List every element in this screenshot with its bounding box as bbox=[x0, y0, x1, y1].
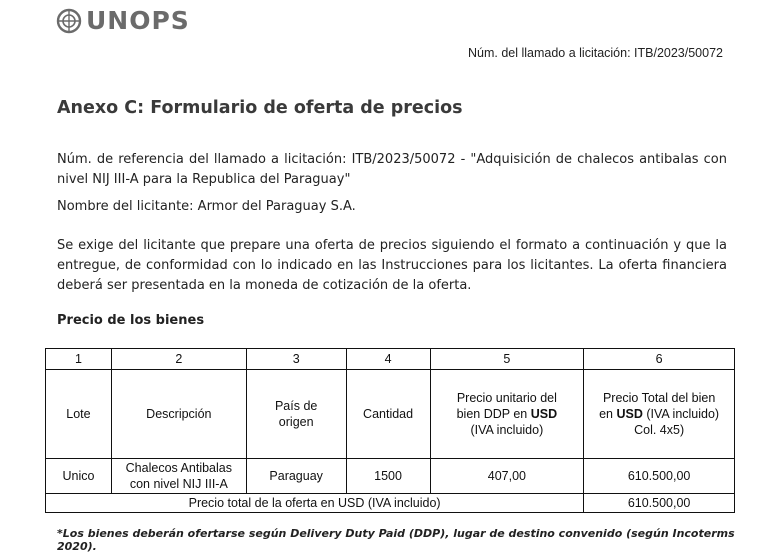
header-lote: Lote bbox=[46, 370, 112, 459]
section-title: Precio de los bienes bbox=[57, 313, 205, 328]
col-number: 1 bbox=[46, 349, 112, 370]
bidder-name: Nombre del licitante: Armor del Paraguay S.A. bbox=[57, 199, 356, 214]
col-number: 5 bbox=[430, 349, 584, 370]
tender-reference: Núm. del llamado a licitación: ITB/2023/50072 bbox=[467, 46, 723, 60]
col-number: 3 bbox=[246, 349, 346, 370]
cell-pais: Paraguay bbox=[246, 459, 346, 494]
col-number: 2 bbox=[111, 349, 246, 370]
header-row bbox=[46, 370, 735, 459]
header-pais: País de origen bbox=[246, 370, 346, 459]
table-row bbox=[46, 459, 735, 494]
total-value: 610.500,00 bbox=[584, 494, 735, 513]
header-precio-total: Precio Total del bien en USD (IVA incluido) Col. 4x5) bbox=[584, 370, 735, 459]
col-number: 4 bbox=[346, 349, 430, 370]
col-number: 6 bbox=[584, 349, 735, 370]
logo-text: UNOPS bbox=[86, 6, 190, 35]
unops-logo bbox=[56, 6, 190, 35]
page-title: Anexo C: Formulario de oferta de precios bbox=[57, 98, 463, 118]
reference-paragraph: Núm. de referencia del llamado a licitación: ITB/2023/50072 - "Adquisición de chalecos antibalas con nivel NIJ III-A para la Republica del Paraguay" bbox=[57, 152, 727, 187]
cell-precio-unitario: 407,00 bbox=[430, 459, 584, 494]
total-label: Precio total de la oferta en USD (IVA incluido) bbox=[46, 494, 584, 513]
header-descripcion: Descripción bbox=[111, 370, 246, 459]
cell-precio-total: 610.500,00 bbox=[584, 459, 735, 494]
price-table bbox=[45, 348, 735, 513]
cell-lote: Unico bbox=[46, 459, 112, 494]
header-precio-unitario: Precio unitario del bien DDP en USD (IVA incluido) bbox=[430, 370, 584, 459]
cell-descripcion: Chalecos Antibalas con nivel NIJ III-A bbox=[111, 459, 246, 494]
footnote: *Los bienes deberán ofertarse según Delivery Duty Paid (DDP), lugar de destino convenido (según Incoterms 2020). bbox=[57, 527, 735, 553]
total-row bbox=[46, 494, 735, 513]
cell-cantidad: 1500 bbox=[346, 459, 430, 494]
instructions-paragraph: Se exige del licitante que prepare una oferta de precios siguiendo el formato a continuación y que la entregue, de conformidad con lo indicado en las Instrucciones para los licitantes. La oferta financiera deberá ser presentada en la moneda de cotización de la oferta. bbox=[57, 238, 727, 293]
un-emblem-icon bbox=[56, 8, 82, 34]
column-number-row bbox=[46, 349, 735, 370]
header-cantidad: Cantidad bbox=[346, 370, 430, 459]
